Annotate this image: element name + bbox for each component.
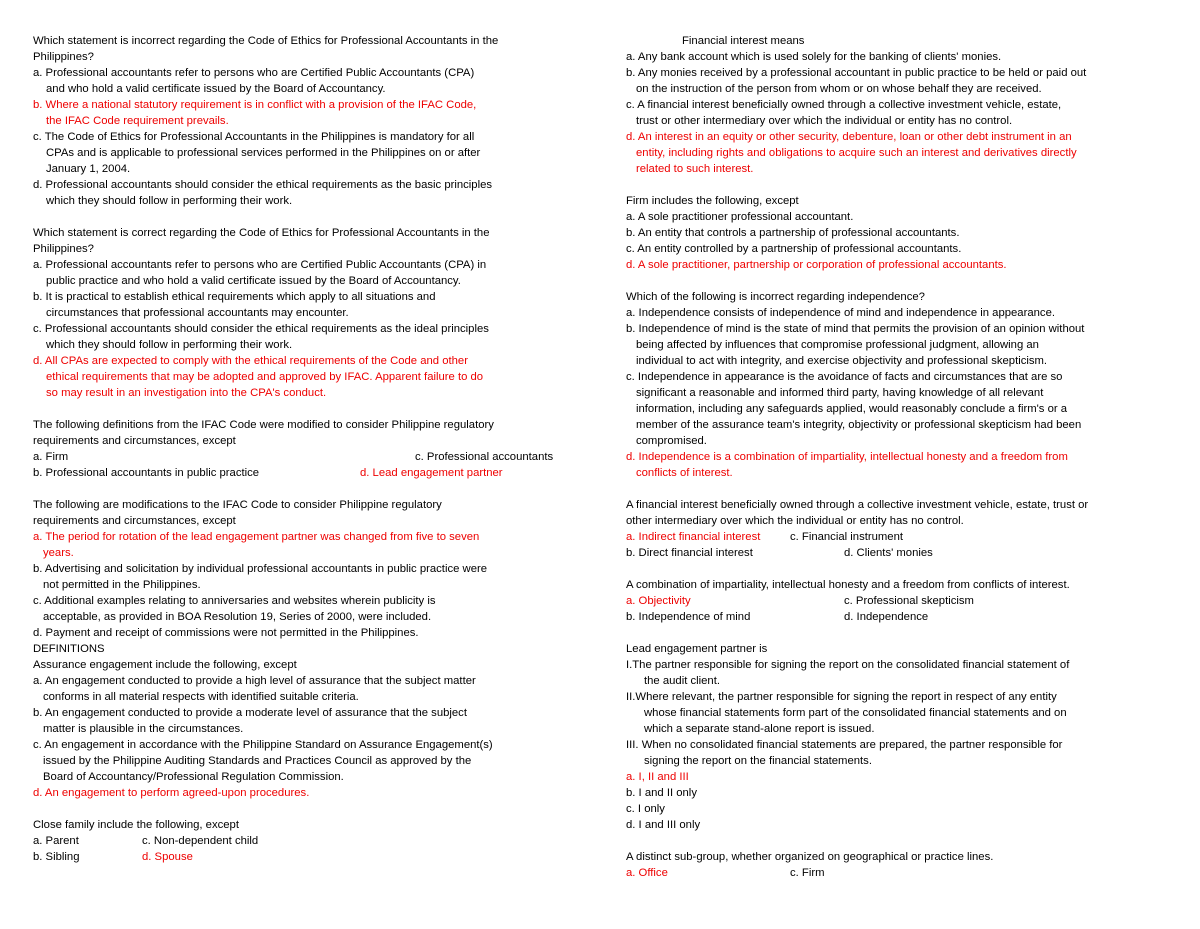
- choice-c: c. Professional skepticism: [844, 595, 974, 607]
- choice-c: c. A financial interest beneficially owned through a collective investment vehicle, estate,: [626, 99, 1062, 111]
- choice-a: a. An engagement conducted to provide a high level of assurance that the subject matter: [33, 675, 476, 687]
- question-10: [626, 497, 1171, 561]
- choice-a-answer: a. Office: [626, 867, 668, 879]
- choice-a: a. A sole practitioner professional accountant.: [626, 211, 854, 223]
- choice-d-answer: d. An interest in an equity or other security, debenture, loan or other debt instrument in an: [626, 131, 1072, 143]
- choice-a: a. Any bank account which is used solely for the banking of clients' monies.: [626, 51, 1002, 63]
- choice-c: c. Financial instrument: [790, 531, 904, 543]
- choice-d: d. Clients' monies: [844, 547, 933, 559]
- question-3: [33, 417, 578, 481]
- question-stem: A distinct sub-group, whether organized on geographical or practice lines.: [626, 851, 994, 863]
- choice-b: b. An entity that controls a partnership of professional accountants.: [626, 227, 960, 239]
- choice-d: d. I and III only: [626, 819, 701, 831]
- choice-a-answer: a. I, II and III: [626, 771, 689, 783]
- choice-row: [626, 545, 1171, 561]
- choice-b-continued: individual to act with integrity, and exercise objectivity and professional skepticism.: [636, 355, 1048, 367]
- choice-c-continued: member of the assurance team's integrity, objectivity or professional skepticism had been: [636, 419, 1082, 431]
- choice-row: [33, 833, 578, 849]
- choice-d: d. Independence: [844, 611, 929, 623]
- choice-c-continued: trust or other intermediary over which the individual or entity has no control.: [636, 115, 1013, 127]
- question-stem: The following are modifications to the IFAC Code to consider Philippine regulatory: [33, 499, 442, 511]
- choice-a-continued: public practice and who hold a valid certificate issued by the Board of Accountancy.: [46, 275, 461, 287]
- statement-ii-continued: whose financial statements form part of the consolidated financial statements and on: [644, 707, 1067, 719]
- choice-d-continued: conflicts of interest.: [636, 467, 733, 479]
- statement-i: I.The partner responsible for signing the report on the consolidated financial statement of: [626, 659, 1070, 671]
- choice-b-continued: being affected by influences that compromise professional judgment, allowing an: [636, 339, 1039, 351]
- choice-d: d. Payment and receipt of commissions were not permitted in the Philippines.: [33, 627, 419, 639]
- choice-b: b. Sibling: [33, 851, 80, 863]
- choice-d-answer: d. Spouse: [142, 851, 193, 863]
- choice-c: c. An engagement in accordance with the Philippine Standard on Assurance Engagement(s): [33, 739, 493, 751]
- question-stem: A financial interest beneficially owned through a collective investment vehicle, estate, trust or: [626, 499, 1089, 511]
- question-stem: Philippines?: [33, 243, 94, 255]
- choice-d: d. Professional accountants should consider the ethical requirements as the basic principles: [33, 179, 493, 191]
- choice-a: a. Professional accountants refer to persons who are Certified Public Accountants (CPA): [33, 67, 475, 79]
- choice-a: a. Parent: [33, 835, 79, 847]
- choice-b: b. Direct financial interest: [626, 547, 753, 559]
- question-4: [33, 497, 578, 641]
- choice-c: c. Non-dependent child: [142, 835, 259, 847]
- choice-c: c. Professional accountants: [415, 451, 554, 463]
- choice-c: c. Additional examples relating to anniversaries and websites wherein publicity is: [33, 595, 436, 607]
- question-stem: Philippines?: [33, 51, 94, 63]
- statement-iii-continued: signing the report on the financial statements.: [644, 755, 872, 767]
- question-6: [33, 817, 578, 865]
- choice-c-continued: which they should follow in performing their work.: [46, 339, 293, 351]
- choice-c: c. Firm: [790, 867, 825, 879]
- statement-iii: III. When no consolidated financial statements are prepared, the partner responsible for: [626, 739, 1063, 751]
- question-stem: other intermediary over which the individual or entity has no control.: [626, 515, 964, 527]
- question-stem: requirements and circumstances, except: [33, 435, 236, 447]
- choice-a-continued: years.: [43, 547, 74, 559]
- choice-c: c. Independence in appearance is the avoidance of facts and circumstances that are so: [626, 371, 1063, 383]
- choice-d-continued: entity, including rights and obligations to acquire such an interest and derivatives directly: [636, 147, 1077, 159]
- statement-ii: II.Where relevant, the partner responsible for signing the report in respect of any entity: [626, 691, 1057, 703]
- choice-row: [626, 593, 1171, 609]
- choice-a: a. Independence consists of independence of mind and independence in appearance.: [626, 307, 1055, 319]
- choice-b-continued: on the instruction of the person from whom or on whose behalf they are received.: [636, 83, 1042, 95]
- statement-ii-continued: which a separate stand-alone report is issued.: [644, 723, 875, 735]
- choice-d-continued: which they should follow in performing their work.: [46, 195, 293, 207]
- choice-a: a. Firm: [33, 451, 69, 463]
- question-stem: Which of the following is incorrect regarding independence?: [626, 291, 925, 303]
- choice-b-answer: b. Where a national statutory requirement is in conflict with a provision of the IFAC Code,: [33, 99, 477, 111]
- choice-c-continued: acceptable, as provided in BOA Resolution 19, Series of 2000, were included.: [43, 611, 432, 623]
- choice-c-continued: Board of Accountancy/Professional Regulation Commission.: [43, 771, 344, 783]
- choice-c-continued: January 1, 2004.: [46, 163, 131, 175]
- question-9: [626, 289, 1171, 481]
- statement-i-continued: the audit client.: [644, 675, 720, 687]
- choice-row: [626, 529, 1171, 545]
- choice-c-continued: information, including any safeguards applied, would reasonably conclude a firm's or a: [636, 403, 1068, 415]
- choice-d-answer: d. All CPAs are expected to comply with the ethical requirements of the Code and other: [33, 355, 468, 367]
- choice-b: b. I and II only: [626, 787, 697, 799]
- choice-c: c. I only: [626, 803, 665, 815]
- choice-d-answer: d. A sole practitioner, partnership or corporation of professional accountants.: [626, 259, 1007, 271]
- question-2: [33, 225, 578, 401]
- question-stem: Financial interest means: [682, 35, 805, 47]
- choice-d-continued: related to such interest.: [636, 163, 754, 175]
- choice-row: [626, 865, 1171, 881]
- choice-c-continued: issued by the Philippine Auditing Standards and Practices Council as approved by the: [43, 755, 472, 767]
- choice-row: [626, 609, 1171, 625]
- choice-c-continued: significant a reasonable and informed third party, having knowledge of all relevant: [636, 387, 1044, 399]
- choice-d-answer: d. An engagement to perform agreed-upon procedures.: [33, 787, 310, 799]
- choice-row: [33, 849, 578, 865]
- choice-d-continued: ethical requirements that may be adopted and approved by IFAC. Apparent failure to do: [46, 371, 484, 383]
- question-stem: The following definitions from the IFAC Code were modified to consider Philippine regulatory: [33, 419, 494, 431]
- question-13: [626, 849, 1171, 881]
- question-stem: Which statement is correct regarding the Code of Ethics for Professional Accountants in the: [33, 227, 490, 239]
- question-stem: Assurance engagement include the following, except: [33, 659, 297, 671]
- choice-c: c. The Code of Ethics for Professional Accountants in the Philippines is mandatory for all: [33, 131, 475, 143]
- choice-b: b. Professional accountants in public practice: [33, 467, 260, 479]
- choice-a-answer: a. Objectivity: [626, 595, 691, 607]
- choice-b: b. Independence of mind is the state of mind that permits the provision of an opinion without: [626, 323, 1085, 335]
- question-stem: requirements and circumstances, except: [33, 515, 236, 527]
- choice-c: c. Professional accountants should consider the ethical requirements as the ideal principles: [33, 323, 489, 335]
- choice-row: [33, 449, 578, 465]
- choice-a-answer: a. Indirect financial interest: [626, 531, 761, 543]
- choice-b: b. An engagement conducted to provide a moderate level of assurance that the subject: [33, 707, 467, 719]
- choice-d-continued: so may result in an investigation into the CPA's conduct.: [46, 387, 327, 399]
- choice-row: [33, 465, 578, 481]
- choice-b: b. Advertising and solicitation by individual professional accountants in public practice were: [33, 563, 488, 575]
- question-5: [33, 657, 578, 801]
- choice-d-answer: d. Lead engagement partner: [360, 467, 503, 479]
- question-stem: Lead engagement partner is: [626, 643, 768, 655]
- question-12: [626, 641, 1171, 833]
- choice-b: b. It is practical to establish ethical requirements which apply to all situations and: [33, 291, 436, 303]
- choice-a-answer: a. The period for rotation of the lead engagement partner was changed from five to seven: [33, 531, 480, 543]
- choice-b-continued: circumstances that professional accountants may encounter.: [46, 307, 349, 319]
- question-stem: Which statement is incorrect regarding the Code of Ethics for Professional Accountants in the: [33, 35, 499, 47]
- choice-c-continued: CPAs and is applicable to professional services performed in the Philippines on or after: [46, 147, 481, 159]
- choice-b: b. Any monies received by a professional accountant in public practice to be held or paid out: [626, 67, 1087, 79]
- choice-a-continued: and who hold a valid certificate issued by the Board of Accountancy.: [46, 83, 386, 95]
- choice-b: b. Independence of mind: [626, 611, 751, 623]
- choice-a: a. Professional accountants refer to persons who are Certified Public Accountants (CPA) in: [33, 259, 487, 271]
- question-stem: Close family include the following, except: [33, 819, 239, 831]
- question-stem: Firm includes the following, except: [626, 195, 799, 207]
- choice-a-continued: conforms in all material respects with identified suitable criteria.: [43, 691, 359, 703]
- choice-c: c. An entity controlled by a partnership of professional accountants.: [626, 243, 962, 255]
- choice-b-continued: the IFAC Code requirement prevails.: [46, 115, 229, 127]
- choice-b-continued: matter is plausible in the circumstances.: [43, 723, 244, 735]
- question-7: [626, 33, 1171, 177]
- choice-d-answer: d. Independence is a combination of impartiality, intellectual honesty and a freedom from: [626, 451, 1068, 463]
- question-8: [626, 193, 1171, 273]
- section-heading: DEFINITIONS: [33, 643, 105, 655]
- question-1: [33, 33, 578, 209]
- question-stem: A combination of impartiality, intellectual honesty and a freedom from conflicts of interest.: [626, 579, 1070, 591]
- question-11: [626, 577, 1171, 625]
- left-column: [33, 33, 578, 865]
- right-column: [626, 33, 1171, 881]
- choice-b-continued: not permitted in the Philippines.: [43, 579, 201, 591]
- choice-c-continued: compromised.: [636, 435, 707, 447]
